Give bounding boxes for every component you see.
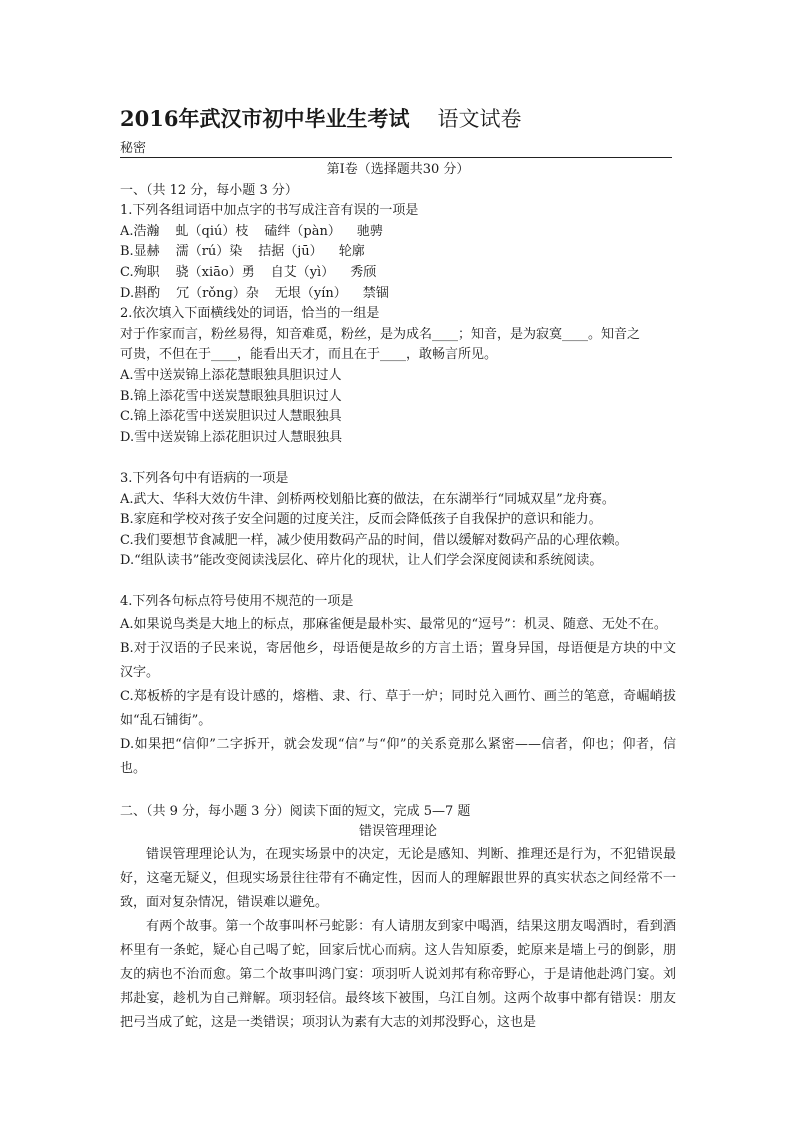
q2-option-c: C.锦上添花雪中送炭胆识过人慧眼独具	[120, 409, 342, 425]
q2-option-a: A.雪中送炭锦上添花慧眼独具胆识过人	[120, 367, 342, 383]
q2-stem: 2.依次填入下面横线处的词语，恰当的一组是	[120, 306, 380, 322]
q3-stem: 3.下列各句中有语病的一项是	[120, 470, 289, 486]
q4-option-c: C.郑板桥的字是有设计感的，熔楷、隶、行、草于一炉；同时兑入画竹、画兰的笔意，奇崛峭拔如“乱石铺街”。	[120, 689, 676, 729]
q4-option-b: B.对于汉语的子民来说，寄居他乡，母语便是故乡的方言土语；置身异国，母语便是方块的中文汉字。	[120, 641, 676, 681]
q3-option-b: B.家庭和学校对孩子安全问题的过度关注，反而会降低孩子自我保护的意识和能力。	[120, 512, 602, 528]
q1-option-a: A.浩瀚 虬（qiú）枝 磕绊（pàn） 驰骋	[120, 223, 383, 239]
q3-option-d: D.“组队读书”能改变阅读浅层化、碎片化的现状，让人们学会深度阅读和系统阅读。	[120, 553, 603, 569]
q1-stem: 1.下列各组词语中加点字的书写成注音有误的一项是	[120, 203, 419, 219]
section1-heading: 一、（共 12 分，每小题 3 分）	[120, 182, 298, 198]
q2-text-line2: 可贵，不但在于____，能看出天才，而且在于____，敢畅言所见。	[120, 347, 498, 363]
section2-heading: 二、（共 9 分，每小题 3 分）阅读下面的短文，完成 5—7 题	[120, 803, 471, 819]
q4-option-a: A.如果说鸟类是大地上的标点，那麻雀便是最朴实、最常见的“逗号”：机灵、随意、无处不在。	[120, 617, 667, 633]
part1-heading: 第Ⅰ卷（选择题共30 分）	[326, 162, 470, 177]
q3-option-a: A.武大、华科大效仿牛津、剑桥两校划船比赛的做法，在东湖举行“同城双星”龙舟赛。	[120, 491, 615, 507]
q3-option-c: C.我们要想节食减肥一样，减少使用数码产品的时间，借以缓解对数码产品的心理依赖。	[120, 532, 628, 548]
exam-title	[120, 103, 521, 133]
q1-option-b: B.显赫 濡（rú）染 拮据（jū） 轮廓	[120, 244, 365, 260]
q1-option-c: C.殉职 骁（xiāo）勇 自艾（yì） 秀颀	[120, 264, 377, 280]
q1-option-d: D.斟酌 冗（rǒnɡ）杂 无垠（yín） 禁锢	[120, 285, 389, 301]
q2-option-d: D.雪中送炭锦上添花胆识过人慧眼独具	[120, 429, 343, 445]
article-title: 错误管理理论	[358, 824, 437, 840]
q2-text-line1: 对于作家而言，粉丝易得，知音难觅，粉丝，是为成名____；知音，是为寂寞____。知音之	[120, 326, 641, 342]
secret-label: 秘密	[120, 140, 672, 158]
q2-option-b: B.锦上添花雪中送炭慧眼独具胆识过人	[120, 388, 342, 404]
q4-option-d: D.如果把“信仰”二字拆开，就会发现“信”与“仰”的关系竟那么紧密——信者，仰也；仰者，信也。	[120, 737, 676, 777]
article-paragraph-1: 错误管理理论认为，在现实场景中的决定，无论是感知、判断、推理还是行为，不犯错误最好，这毫无疑义，但现实场景往往带有不确定性，因而人的理解跟世界的真实状态之间经常不一致，面对复杂情况，错误难以避免。	[120, 846, 676, 910]
q4-stem: 4.下列各句标点符号使用不规范的一项是	[120, 594, 354, 610]
article-paragraph-2: 有两个故事。第一个故事叫杯弓蛇影：有人请朋友到家中喝酒，结果这朋友喝酒时，看到酒杯里有一条蛇，疑心自己喝了蛇，回家后忧心而病。这人告知原委，蛇原来是墙上弓的倒影，朋友的病也不治而愈。第二个故事叫鸿门宴：项羽听人说刘邦有称帝野心，于是请他赴鸿门宴。刘邦赴宴，趁机为自己辩解。项羽轻信。最终垓下被围，乌江自刎。这两个故事中都有错误：朋友把弓当成了蛇，这是一类错误；项羽认为素有大志的刘邦没野心，这也是	[120, 918, 676, 1030]
exam-content	[120, 160, 676, 1035]
title-main: 2016年武汉市初中毕业生考试	[120, 106, 410, 131]
title-subject: 语文试卷	[437, 107, 522, 131]
